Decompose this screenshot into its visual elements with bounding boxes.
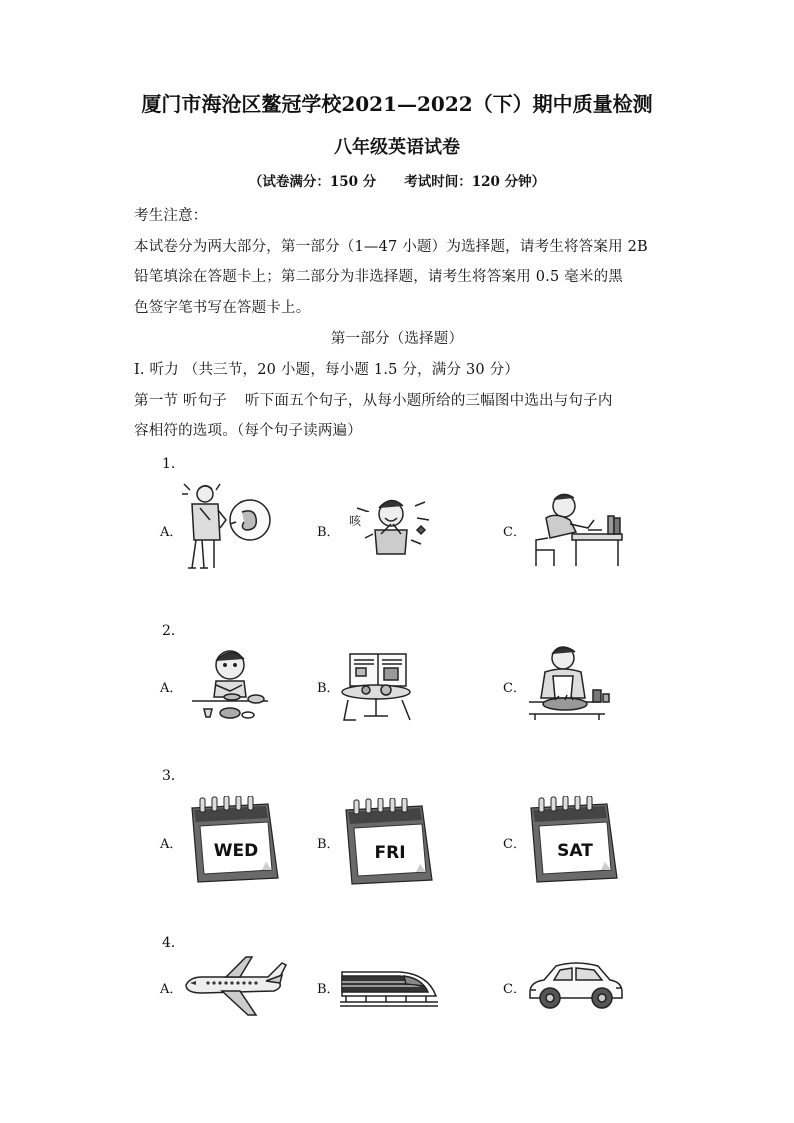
option-label: B． — [317, 681, 340, 696]
question-number: 2． — [162, 623, 185, 639]
calendar-day: FRI — [374, 843, 406, 863]
section-title: I. 听力 （共三节，20 小题，每小题 1.5 分，满分 30 分） — [134, 362, 520, 378]
train-image — [340, 962, 438, 1008]
question-number: 4． — [162, 935, 185, 951]
calendar-day: WED — [213, 841, 259, 861]
man-with-stomachache-image — [180, 480, 276, 575]
boy-coughing-image — [345, 488, 437, 558]
notice-line: 本试卷分为两大部分，第一部分（1—47 小题）为选择题，请考生将答案用 2B — [134, 239, 648, 255]
question-number: 1． — [162, 456, 185, 472]
boy-studying-at-desk-image — [526, 488, 624, 570]
option-label: B． — [317, 982, 340, 997]
option-label: C． — [503, 837, 526, 852]
exam-time: 考试时间：120 分钟） — [404, 174, 546, 190]
option-label: C． — [503, 982, 526, 997]
option-label: A． — [160, 681, 183, 696]
exam-info — [0, 170, 794, 190]
option-label: B． — [317, 837, 340, 852]
cough-caption: 咳 — [349, 514, 362, 528]
subsection-text: 听下面五个句子，从每小题所给的三幅图中选出与句子内 — [245, 393, 613, 409]
question-number: 3． — [162, 768, 185, 784]
exam-title: 厦门市海沧区鳌冠学校2021—2022（下）期中质量检测 — [141, 92, 653, 116]
notice-heading: 考生注意： — [134, 208, 208, 224]
man-reading-newspaper-image — [340, 650, 416, 724]
subsection-instruction — [134, 389, 613, 410]
calendar-day: SAT — [557, 841, 593, 861]
part-title: 第一部分（选择题） — [330, 331, 464, 347]
calendar-icon — [188, 796, 280, 886]
woman-cooking-image — [525, 642, 615, 722]
notice-line: 色签字笔书写在答题卡上。 — [134, 300, 311, 316]
option-label: C． — [503, 525, 526, 540]
calendar-icon — [527, 796, 619, 886]
option-label: A． — [160, 982, 183, 997]
subsection-instruction-cont: 容相符的选项。（每个句子读两遍） — [134, 423, 362, 439]
car-image — [526, 958, 626, 1012]
exam-subtitle: 八年级英语试卷 — [334, 137, 460, 158]
calendar-icon — [342, 798, 434, 888]
airplane-image — [182, 955, 288, 1019]
boy-eating-breakfast-image — [190, 645, 270, 723]
option-label: A． — [160, 837, 183, 852]
subsection-label: 第一节 听句子 — [134, 393, 228, 409]
full-score: （试卷满分：150 分 — [248, 174, 377, 190]
option-label: C． — [503, 681, 526, 696]
notice-line: 铅笔填涂在答题卡上；第二部分为非选择题，请考生将答案用 0.5 毫米的黑 — [134, 269, 623, 285]
option-label: B． — [317, 525, 340, 540]
option-label: A． — [160, 525, 183, 540]
